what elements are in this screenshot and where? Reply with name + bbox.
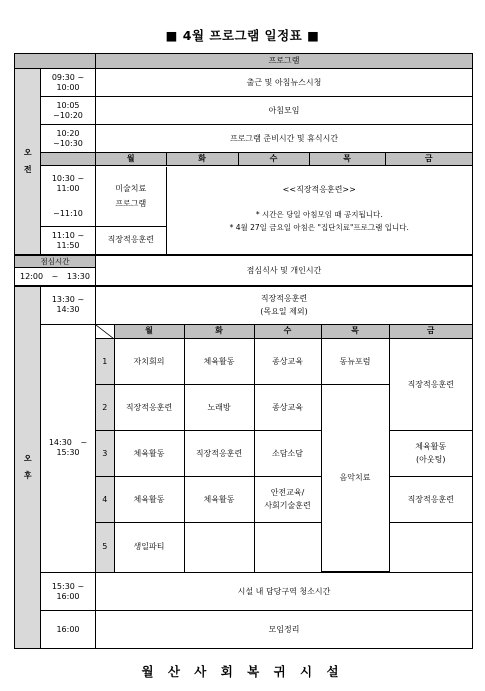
day-tue: 화: [166, 153, 238, 165]
table-cell: 직장적응훈련: [184, 431, 254, 477]
row-num-1: 1: [96, 339, 114, 385]
afternoon-label: [15, 286, 41, 649]
morning-time-3: [41, 125, 96, 153]
lunch-event: 점심식사 및 개인시간: [96, 255, 473, 286]
afternoon-event-3: 시설 내 담당구역 청소시간: [96, 573, 473, 611]
morning-label: [15, 69, 41, 256]
morning-event-3: 프로그램 준비시간 및 휴식시간: [96, 125, 473, 153]
time-start: 14:30: [48, 438, 72, 448]
time-end: 10:00: [56, 82, 80, 92]
lunch-time-cell: [15, 255, 96, 286]
morning-time-2: [41, 97, 96, 125]
table-cell: 자치회의: [114, 339, 184, 385]
lunch-label: 점심시간: [15, 256, 95, 268]
morning-days-corner: [41, 153, 96, 166]
time-start: 09:30 ~: [51, 72, 85, 82]
time-start: 10:05: [56, 100, 80, 110]
header-corner: [15, 54, 96, 69]
morning-event-1: 출근 및 아침뉴스시청: [96, 69, 473, 97]
pm-day-fri: 금: [389, 325, 472, 339]
morning-time-1: [41, 69, 96, 97]
afternoon-time-2: [41, 324, 96, 573]
time-end: 15:30: [56, 448, 80, 458]
note-2: * 4월 27일 금요일 아침은 "집단치료"프로그램 입니다.: [229, 223, 409, 232]
table-cell: 소담소담: [254, 431, 321, 477]
fri-job-training-top: 직장적응훈련: [389, 339, 472, 431]
day-mon: 월: [96, 153, 166, 165]
day-fri: 금: [385, 153, 472, 165]
afternoon-grid-cell: [96, 324, 473, 573]
time-start: 10:30 ~: [51, 173, 85, 183]
day-wed: 수: [238, 153, 309, 165]
table-cell: [184, 523, 254, 572]
afternoon-grid: [96, 325, 472, 573]
row-num-4: 4: [96, 477, 114, 523]
afternoon-time-4: 16:00: [41, 611, 96, 649]
time-start: 15:30 ~: [51, 581, 85, 591]
row-num-2: 2: [96, 385, 114, 431]
time-end-alt: ~11:10: [53, 208, 83, 218]
schedule-table: [14, 53, 473, 649]
time-end: 16:00: [56, 591, 80, 601]
afternoon-event-1: [96, 286, 473, 324]
job-training-notes: [166, 167, 472, 254]
table-cell: 체육활동: [114, 431, 184, 477]
pm-day-thu: 목: [321, 325, 389, 339]
pm-day-mon: 월: [114, 325, 184, 339]
time-start: 11:10 ~: [51, 230, 85, 240]
footer-facility-name: 월 산 사 회 복 귀 시 설: [141, 664, 344, 679]
time-start: 10:20: [56, 128, 80, 138]
fri-outing-cell: [389, 431, 472, 477]
fri-outing-label: 체육활동 (아웃팅): [415, 441, 447, 464]
mon-job-training-cell: 직장적응훈련: [96, 227, 166, 254]
table-cell: 체육활동: [114, 477, 184, 523]
lunch-sep: ~: [51, 272, 59, 281]
table-cell: [389, 523, 472, 572]
morning-days-header: [96, 153, 473, 166]
table-cell: 노래방: [184, 385, 254, 431]
morning-time-4: [41, 166, 96, 256]
table-cell: 생일파티: [114, 523, 184, 572]
table-cell: 종상교육: [254, 339, 321, 385]
morning-label-text: 오 전: [23, 147, 33, 173]
table-cell: 체육활동: [184, 477, 254, 523]
pm-day-wed: 수: [254, 325, 321, 339]
art-therapy-label: 미술치료 프로그램: [115, 184, 147, 209]
job-training-label: 직장적응훈련: [260, 293, 308, 303]
row-num-3: 3: [96, 431, 114, 477]
time-end: 11:00: [56, 183, 80, 193]
row-num-5: 5: [96, 523, 114, 572]
time-end: ~10:20: [53, 110, 83, 120]
table-cell: 동뉴포럼: [321, 339, 389, 385]
art-therapy-cell: [96, 167, 166, 227]
program-header: 프로그램: [96, 54, 473, 69]
lunch-start: 12:00: [20, 272, 44, 281]
time-start: 13:30 ~: [51, 295, 85, 305]
afternoon-time-1: [41, 286, 96, 324]
time-end: 14:30: [56, 305, 80, 315]
page-title: ■ 4월 프로그램 일정표 ■: [165, 28, 320, 43]
table-cell: 직장적응훈련: [114, 385, 184, 431]
lunch-end: 13:30: [66, 272, 90, 281]
day-thu: 목: [309, 153, 385, 165]
table-cell: 종상교육: [254, 385, 321, 431]
safety-education-label: 안전교육/ 사회기술훈련: [264, 487, 311, 510]
grid-corner: [96, 325, 114, 339]
job-training-title: <<직장적응훈련>>: [282, 185, 356, 195]
afternoon-label-text: 오 후: [23, 453, 33, 479]
except-thursday-label: (목요일 제외): [260, 306, 308, 316]
pm-day-tue: 화: [184, 325, 254, 339]
time-sep: ~: [80, 438, 88, 448]
afternoon-event-4: 모임정리: [96, 611, 473, 649]
music-therapy-cell: 음악치료: [321, 385, 389, 572]
table-cell: [254, 477, 321, 523]
morning-event-2: 아침모임: [96, 97, 473, 125]
morning-program-block: [96, 166, 473, 256]
time-end: 11:50: [56, 240, 80, 250]
table-cell: 체육활동: [184, 339, 254, 385]
note-1: * 시간은 당일 아침모임 때 공지됩니다.: [255, 210, 383, 220]
table-cell: [254, 523, 321, 572]
time-end: ~10:30: [53, 138, 83, 148]
afternoon-time-3: [41, 573, 96, 611]
fri-job-training-bottom: 직장적응훈련: [389, 477, 472, 523]
